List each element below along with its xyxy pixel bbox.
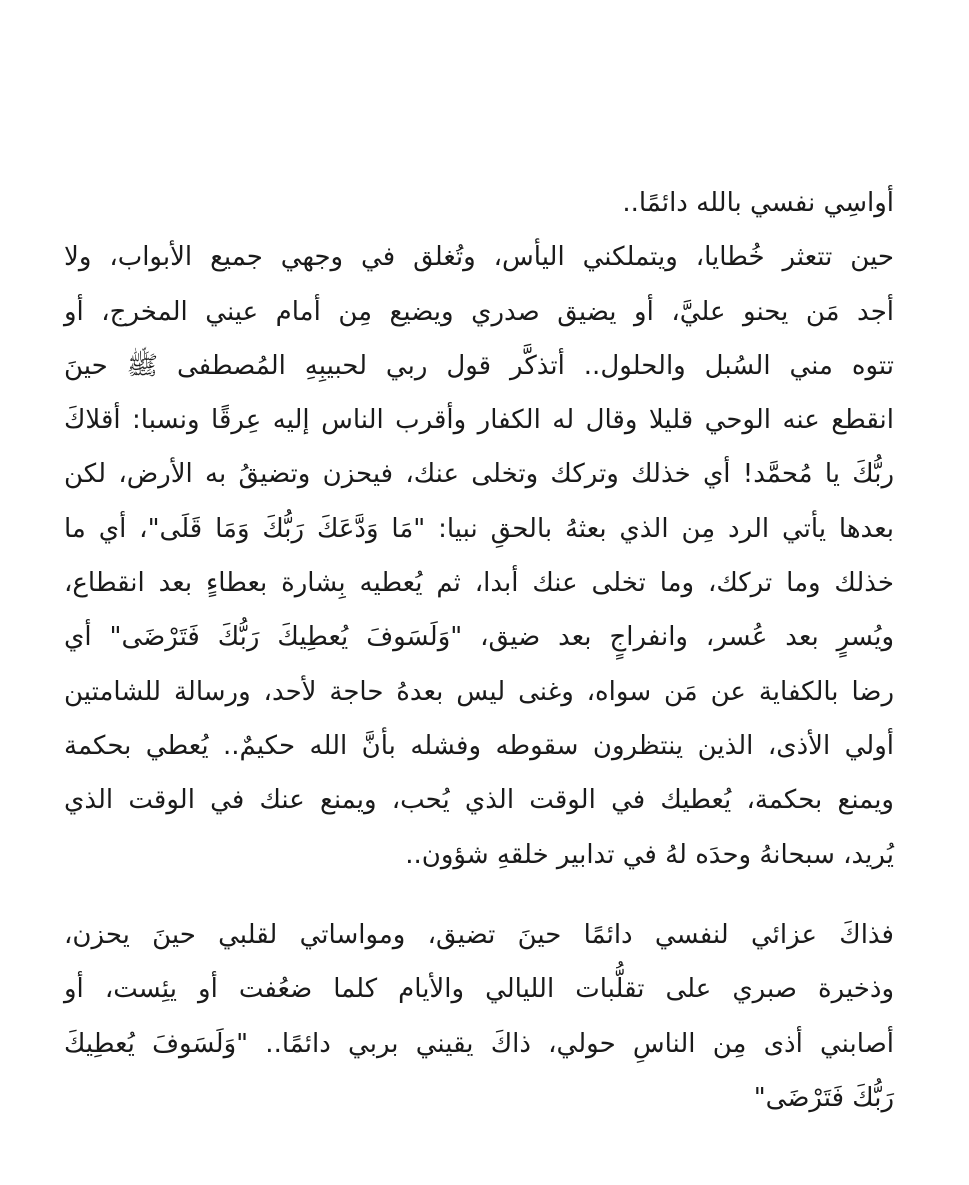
text-line: ويُسرٍ بعد عُسر، وانفراجٍ بعد ضيق، "وَلَسَوفَ يُعطِيكَ رَبُّكَ فَتَرْضَى" أي <box>64 622 894 653</box>
text-line: فذاكَ عزائي لنفسي دائمًا حينَ تضيق، ومواساتي لقلبي حينَ يحزن، <box>64 920 894 950</box>
text-line: أواسِي نفسي بالله دائمًا.. <box>622 188 894 218</box>
text-line: رضا بالكفاية عن مَن سواه، وغنى ليس بعدهُ حاجة لأحد، ورسالة للشامتين <box>64 676 894 707</box>
paragraph-1 <box>64 183 894 889</box>
text-line: انقطع عنه الوحي قليلا وقال له الكفار وأقرب الناس إليه عِرقًا ونسبا: أقلاكَ <box>64 405 894 436</box>
text-line: ويمنع بحكمة، يُعطيك في الوقت الذي يُحب، ويمنع عنك في الوقت الذي <box>64 785 894 816</box>
text-line: خذلك وما تركك، وما تخلى عنك أبدا، ثم يُعطيه بِشارة بعطاءٍ بعد انقطاع، <box>64 568 894 599</box>
text-line: بعدها يأتي الرد مِن الذي بعثهُ بالحقِ نبيا: "مَا وَدَّعَكَ رَبُّكَ وَمَا قَلَى"، أي ما <box>64 513 894 544</box>
text-line: أصابني أذى مِن الناسِ حولي، ذاكَ يقيني بربي دائمًا.. "وَلَسَوفَ يُعطِيكَ <box>64 1028 894 1059</box>
text-line: يُريد، سبحانهُ وحدَه لهُ في تدابير خلقهِ شؤون.. <box>405 839 894 870</box>
text-line: تتوه مني السُبل والحلول.. أتذكَّر قول ربي لحبيبِهِ المُصطفى ﷺ حينَ <box>64 350 894 381</box>
text-line: وذخيرة صبري على تقلُّبات الليالي والأيام كلما ضعُفت أو يئِست، أو <box>64 974 894 1005</box>
text-line: رَبُّكَ فَتَرْضَى" <box>753 1082 894 1113</box>
text-line: حين تتعثر خُطايا، ويتملكني اليأس، وتُغلق في وجهي جميع الأبواب، ولا <box>64 242 894 273</box>
paragraph-2 <box>64 915 894 1132</box>
text-line: أجد مَن يحنو عليَّ، أو يضيق صدري ويضيع مِن أمام عيني المخرج، أو <box>64 296 894 327</box>
text-line: ربُّكَ يا مُحمَّد! أي خذلك وتركك وتخلى عنك، فيحزن وتضيقُ به الأرض، لكن <box>64 459 894 490</box>
text-line: أولي الأذى، الذين ينتظرون سقوطه وفشله بأنَّ الله حكيمٌ.. يُعطي بحكمة <box>64 730 894 761</box>
